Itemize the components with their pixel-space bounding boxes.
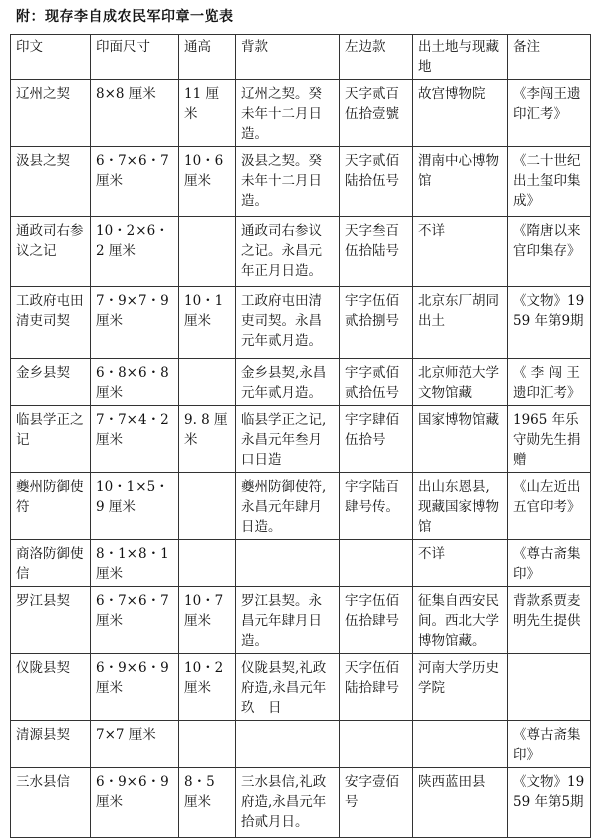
- header-origin: 出土地与现藏地: [413, 35, 508, 80]
- cell-seal: 三水县信: [11, 768, 91, 838]
- cell-note: 1965 年乐守勋先生捐赠: [508, 406, 591, 473]
- table-row: [11, 654, 591, 721]
- cell-left: 宇字陆百肆号传。: [340, 473, 413, 540]
- cell-size: 6・9×6・9 厘米: [91, 768, 179, 838]
- cell-size: 7・7×4・2 厘米: [91, 406, 179, 473]
- header-size: 印面尺寸: [91, 35, 179, 80]
- cell-origin: 不详: [413, 217, 508, 287]
- cell-origin: 北京师范大学文物馆藏: [413, 359, 508, 406]
- table-row: [11, 80, 591, 147]
- table-row: [11, 217, 591, 287]
- cell-origin: 国家博物馆藏: [413, 406, 508, 473]
- cell-height: 8・5 厘米: [179, 768, 236, 838]
- table-row: [11, 768, 591, 838]
- page-title: 附：现存李自成农民军印章一览表: [16, 9, 234, 25]
- cell-note: 《隋唐以来官印集存》: [508, 217, 591, 287]
- cell-size: 8・1×8・1 厘米: [91, 540, 179, 587]
- cell-seal: 清源县契: [11, 721, 91, 768]
- cell-seal: 临县学正之记: [11, 406, 91, 473]
- cell-origin: 渭南中心博物馆: [413, 147, 508, 217]
- cell-back: 汲县之契。癸未年十二月日造。: [236, 147, 340, 217]
- cell-seal: 仪陇县契: [11, 654, 91, 721]
- cell-seal: 罗江县契: [11, 587, 91, 654]
- cell-height: [179, 721, 236, 768]
- cell-note: 《尊古斋集印》: [508, 721, 591, 768]
- cell-height: 10・7 厘米: [179, 587, 236, 654]
- cell-left: 安字壹佰号: [340, 768, 413, 838]
- header-seal: 印文: [11, 35, 91, 80]
- cell-origin: 陕西蓝田县: [413, 768, 508, 838]
- cell-seal: 金乡县契: [11, 359, 91, 406]
- cell-note: 《尊古斋集印》: [508, 540, 591, 587]
- cell-note: 背款系贾麦明先生提供: [508, 587, 591, 654]
- cell-height: 10・6 厘米: [179, 147, 236, 217]
- cell-left: 宇字贰佰贰拾伍号: [340, 359, 413, 406]
- cell-seal: 工政府屯田清吏司契: [11, 287, 91, 359]
- cell-left: 宇字伍佰伍拾肆号: [340, 587, 413, 654]
- cell-note: 《二十世纪出土玺印集成》: [508, 147, 591, 217]
- header-note: 备注: [508, 35, 591, 80]
- cell-left: 天字叁百伍拾陆号: [340, 217, 413, 287]
- cell-back: 三水县信,礼政府造,永昌元年拾贰月日。: [236, 768, 340, 838]
- table-row: [11, 473, 591, 540]
- cell-height: [179, 217, 236, 287]
- cell-origin: 河南大学历史学院: [413, 654, 508, 721]
- cell-seal: 通政司右参议之记: [11, 217, 91, 287]
- cell-back: 通政司右参议之记。永昌元年正月日造。: [236, 217, 340, 287]
- cell-size: 6・7×6・7 厘米: [91, 587, 179, 654]
- cell-left: 天字贰百伍拾壹號: [340, 80, 413, 147]
- cell-size: 10・2×6・2 厘米: [91, 217, 179, 287]
- table-row: [11, 721, 591, 768]
- cell-seal: 商洛防御使信: [11, 540, 91, 587]
- cell-height: [179, 359, 236, 406]
- cell-origin: 不详: [413, 540, 508, 587]
- cell-back: 金乡县契,永昌元年贰月造。: [236, 359, 340, 406]
- cell-size: 7・9×7・9 厘米: [91, 287, 179, 359]
- cell-origin: 北京东厂胡同出土: [413, 287, 508, 359]
- cell-size: 7×7 厘米: [91, 721, 179, 768]
- cell-size: 6・7×6・7 厘米: [91, 147, 179, 217]
- header-left: 左边款: [340, 35, 413, 80]
- table-row: [11, 406, 591, 473]
- cell-left: 宇字伍佰贰拾捌号: [340, 287, 413, 359]
- cell-back: 仪陇县契,礼政府造,永昌元年玖 日: [236, 654, 340, 721]
- cell-height: 11 厘米: [179, 80, 236, 147]
- table-row: [11, 359, 591, 406]
- table-row: [11, 587, 591, 654]
- cell-note: 《文物》1959 年第9期: [508, 287, 591, 359]
- cell-note: 《 李 闯 王遗印汇考》: [508, 359, 591, 406]
- cell-origin: 征集自西安民间。西北大学博物馆藏。: [413, 587, 508, 654]
- cell-origin: 故宫博物院: [413, 80, 508, 147]
- cell-back: 临县学正之记,永昌元年叁月口日造: [236, 406, 340, 473]
- table-row: [11, 147, 591, 217]
- cell-back: [236, 721, 340, 768]
- cell-note: 《文物》1959 年第5期: [508, 768, 591, 838]
- cell-height: 10・2 厘米: [179, 654, 236, 721]
- cell-height: [179, 473, 236, 540]
- cell-size: 6・8×6・8 厘米: [91, 359, 179, 406]
- cell-back: 罗江县契。永昌元年肆月日造。: [236, 587, 340, 654]
- cell-height: [179, 540, 236, 587]
- cell-note: 《李闯王遗印汇考》: [508, 80, 591, 147]
- cell-size: 8×8 厘米: [91, 80, 179, 147]
- cell-left: 宇字肆佰伍拾号: [340, 406, 413, 473]
- table-row: [11, 540, 591, 587]
- cell-left: 天字伍佰陆拾肆号: [340, 654, 413, 721]
- header-height: 通高: [179, 35, 236, 80]
- cell-size: 6・9×6・9 厘米: [91, 654, 179, 721]
- cell-left: [340, 540, 413, 587]
- cell-left: 天字贰佰陆拾伍号: [340, 147, 413, 217]
- seal-table: [10, 34, 591, 838]
- table-row: [11, 287, 591, 359]
- cell-origin: [413, 721, 508, 768]
- cell-height: 10・1 厘米: [179, 287, 236, 359]
- cell-note: 《山左近出五官印考》: [508, 473, 591, 540]
- cell-note: [508, 654, 591, 721]
- cell-seal: 汲县之契: [11, 147, 91, 217]
- cell-back: 夔州防御使符,永昌元年肆月日造。: [236, 473, 340, 540]
- header-back: 背款: [236, 35, 340, 80]
- cell-back: [236, 540, 340, 587]
- cell-size: 10・1×5・9 厘米: [91, 473, 179, 540]
- cell-seal: 辽州之契: [11, 80, 91, 147]
- cell-left: [340, 721, 413, 768]
- cell-origin: 出山东恩县,现藏国家博物馆: [413, 473, 508, 540]
- cell-back: 工政府屯田清吏司契。永昌元年贰月造。: [236, 287, 340, 359]
- cell-back: 辽州之契。癸未年十二月日造。: [236, 80, 340, 147]
- header-row: [11, 35, 591, 80]
- cell-height: 9. 8 厘米: [179, 406, 236, 473]
- cell-seal: 夔州防御使符: [11, 473, 91, 540]
